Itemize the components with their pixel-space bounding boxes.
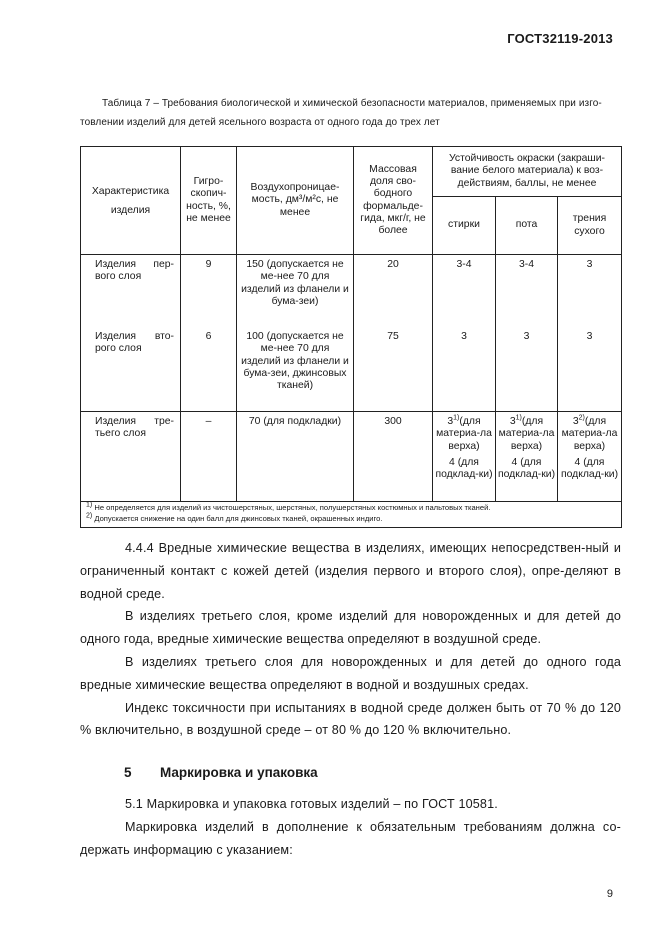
row-product: Изделия тре- тьего слоя — [81, 412, 181, 502]
page-number: 9 — [606, 888, 613, 900]
paragraph: В изделиях третьего слоя, кроме изделий для новорожденных и для детей до одного года, вредные химические вещества определяют в воздушной среде. — [80, 609, 621, 647]
header-color-fastness: Устойчивость окраски (закраши-вание белого материала) к воз-действиям, баллы, не менее — [433, 147, 622, 197]
header-dry-rubbing: трения сухого — [558, 197, 622, 255]
row-formaldehyde: 20 — [354, 255, 433, 332]
table-row — [81, 255, 622, 332]
row-rub: 3 — [558, 331, 622, 412]
table-footnotes — [81, 502, 622, 528]
sweat-cover: 3$^{1)}$(для материа-ла верха) — [498, 414, 555, 452]
document-id: ГОСТ32119-2013 — [507, 31, 613, 46]
paragraph: 5.1 Маркировка и упаковка готовых изделий – по ГОСТ 10581. — [125, 797, 498, 811]
row-wash: 3 — [433, 331, 496, 412]
footnote-1: $^{1)}$ Не определяется для изделий из чистошерстяных, шерстяных, полушерстяных костюмных и пальтовых тканей. — [86, 501, 491, 512]
paragraph: В изделиях третьего слоя для новорожденных и для детей до одного года вредные химические вещества определяют в водной и воздушных средах. — [80, 654, 621, 692]
row-hygro: 6 — [181, 331, 237, 412]
table-caption — [80, 94, 620, 132]
row-rub — [558, 412, 622, 502]
caption-line-1: Таблица 7 – Требования биологической и химической безопасности материалов, применяемых при изго- — [102, 98, 602, 109]
paragraph: Маркировка изделий в дополнение к обязательным требованиям должна со-держать информацию с указанием: — [80, 819, 621, 857]
row-product: Изделия вто- рого слоя — [81, 331, 181, 412]
table-row — [81, 412, 622, 502]
row-wash — [433, 412, 496, 502]
row-hygro: – — [181, 412, 237, 502]
row-air: 70 (для подкладки) — [237, 412, 354, 502]
row-air: 150 (допускается не ме-нее 70 для изделий из фланели и бума-зеи) — [237, 255, 354, 332]
header-air-permeability: Воздухопроницае-мость, дм³/м²с, не менее — [237, 147, 354, 255]
row-air: 100 (допускается не ме-нее 70 для изделий из фланели и бума-зеи, джинсовых тканей) — [237, 331, 354, 412]
section-heading — [124, 765, 318, 780]
footnote-2: $^{2)}$ Допускается снижение на один балл для джинсовых тканей, окрашенных индиго. — [86, 511, 383, 523]
requirements-table — [80, 146, 622, 528]
row-wash: 3-4 — [433, 255, 496, 332]
row-sweat — [496, 412, 558, 502]
section-title: Маркировка и упаковка — [160, 765, 318, 780]
row-sweat: 3 — [496, 331, 558, 412]
rub-cover: 3$^{2)}$(для материа-ла верха) — [561, 414, 618, 452]
body-text-block-1 — [80, 537, 621, 742]
header-hygroscopicity: Гигро-скопич-ность, %, не менее — [181, 147, 237, 255]
section-number: 5 — [124, 765, 132, 780]
row-product: Изделия пер- вого слоя — [81, 255, 181, 332]
wash-lining: 4 (для подклад-ки) — [435, 456, 493, 481]
table-row — [81, 331, 622, 412]
row-formaldehyde: 300 — [354, 412, 433, 502]
row-rub: 3 — [558, 255, 622, 332]
wash-cover: 3$^{1)}$(для материа-ла верха) — [436, 414, 492, 452]
header-product: Характеристика изделия — [81, 147, 181, 255]
header-formaldehyde: Массовая доля сво-бодного формальде-гида, мкг/г, не более — [354, 147, 433, 255]
caption-line-2: товлении изделий для детей ясельного возраста от одного года до трех лет — [80, 117, 440, 128]
row-hygro: 9 — [181, 255, 237, 332]
body-text-block-2 — [80, 793, 621, 861]
header-sweat: пота — [496, 197, 558, 255]
row-formaldehyde: 75 — [354, 331, 433, 412]
paragraph: Индекс токсичности при испытаниях в водной среде должен быть от 70 % до 120 % включительно, в воздушной среде – от 80 % до 120 % включительно. — [80, 700, 621, 738]
rub-lining: 4 (для подклад-ки) — [560, 456, 619, 481]
paragraph: 4.4.4 Вредные химические вещества в изделиях, имеющих непосредствен-ный и ограниченный контакт с кожей детей (изделия первого и второго слоя), опре-деляют в водной среде. — [80, 541, 621, 601]
header-washing: стирки — [433, 197, 496, 255]
row-sweat: 3-4 — [496, 255, 558, 332]
sweat-lining: 4 (для подклад-ки) — [497, 456, 556, 481]
